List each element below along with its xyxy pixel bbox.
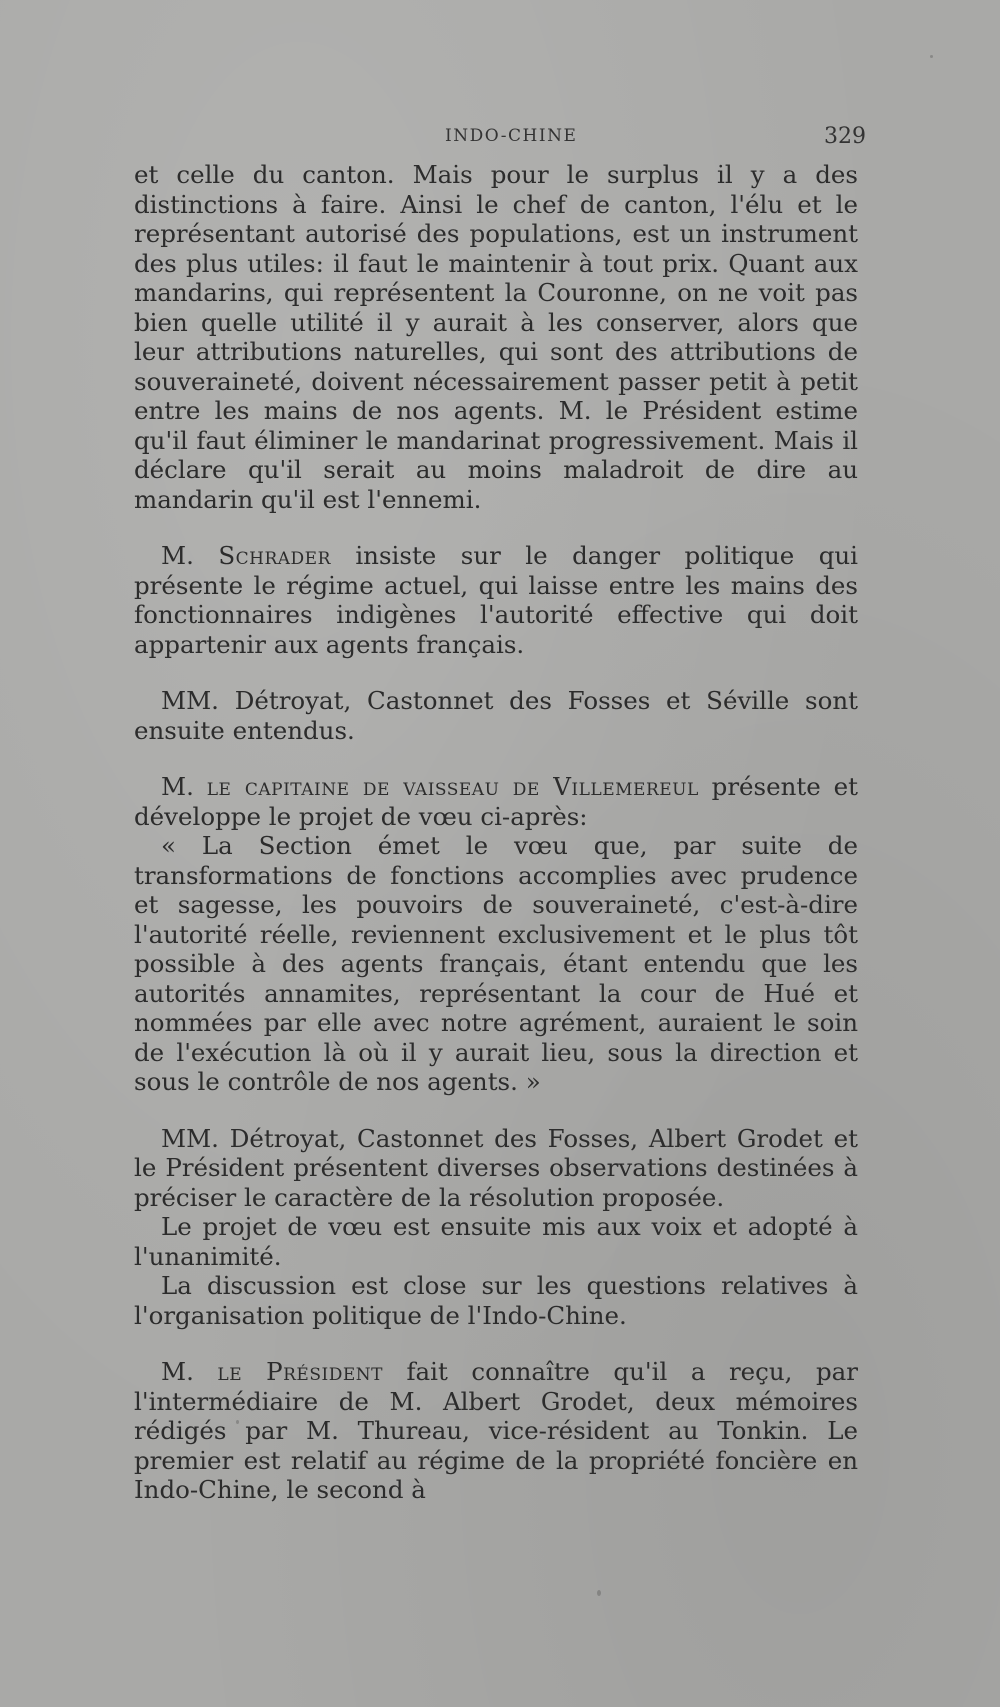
paragraph-vote: Le projet de vœu est ensuite mis aux voix et adopté à l'unanimité. <box>134 1212 858 1271</box>
paragraph-voeu-quote: « La Section émet le vœu que, par suite de transformations de fonctions accomplies avec prudence et sagesse, les pouvoirs de souveraineté, c'est-à-dire l'autorité réelle, reviennent exclusivement et le plus tôt possible à des agents français, étant entendu que les autorités annamites, représentant la cour de Hué et nommées par elle avec notre agrément, auraient le soin de l'exécution là où il y aurait lieu, sous la direction et sous le contrôle de nos agents. » <box>134 831 858 1096</box>
paragraph-observations: MM. Détroyat, Castonnet des Fosses, Albert Grodet et le Président présentent diverses observations destinées à préciser le caractère de la résolution proposée. <box>134 1123 858 1212</box>
paragraph-schrader <box>134 541 858 659</box>
paragraph-president <box>134 1357 858 1505</box>
running-title: INDO-CHINE <box>445 126 578 146</box>
speaker-name: le Président <box>217 1357 383 1386</box>
paragraph-closure: La discussion est close sur les questions relatives à l'organisation politique de l'Indo-Chine. <box>134 1271 858 1330</box>
paragraph-body: insiste sur le danger politique qui présente le régime actuel, qui laisse entre les mains des fonctionnaires indigènes l'autorité effective qui doit appartenir aux agents français. <box>134 541 858 659</box>
speaker-name: le capitaine de vaisseau de Villemereul <box>206 772 699 801</box>
speaker-name: Schrader <box>218 541 331 570</box>
paragraph-body: fait connaître qu'il a reçu, par l'intermédiaire de M. Albert Grodet, deux mémoires rédigés par M. Thureau, vice-résident au Tonkin. Le premier est relatif au régime de la propriété foncière en Indo-Chine, le second à <box>134 1357 858 1504</box>
paragraph-villemereul <box>134 772 858 831</box>
speaker-prefix: M. <box>161 1357 218 1386</box>
page-number: 329 <box>824 124 866 149</box>
body-text <box>134 160 858 1505</box>
speaker-prefix: M. <box>161 541 219 570</box>
speaker-prefix: M. <box>161 772 207 801</box>
paper-speck <box>597 1590 601 1596</box>
running-head <box>0 126 1000 152</box>
paper-speck <box>236 1420 239 1424</box>
paragraph-speakers-heard: MM. Détroyat, Castonnet des Fosses et Séville sont ensuite entendus. <box>134 686 858 745</box>
paper-speck <box>930 55 933 58</box>
paragraph-mandarins: et celle du canton. Mais pour le surplus il y a des distinctions à faire. Ainsi le chef de canton, l'élu et le représentant autorisé des populations, est un instrument des plus utiles: il faut le maintenir à tout prix. Quant aux mandarins, qui représentent la Couronne, on ne voit pas bien quelle utilité il y aurait à les conserver, alors que leur attributions naturelles, qui sont des attributions de souveraineté, doivent nécessairement passer petit à petit entre les mains de nos agents. M. le Président estime qu'il faut éliminer le mandarinat progressivement. Mais il déclare qu'il serait au moins maladroit de dire au mandarin qu'il est l'ennemi. <box>134 160 858 514</box>
paragraph-body: présente et développe le projet de vœu ci-après: <box>134 772 858 831</box>
